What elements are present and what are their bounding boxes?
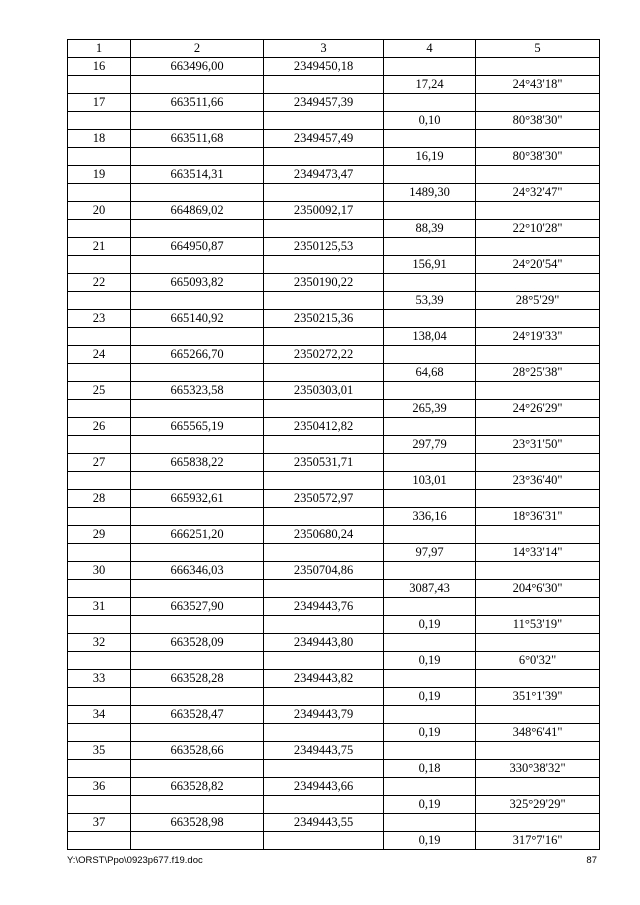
table-cell: 22°10'28" xyxy=(476,220,600,238)
table-row xyxy=(68,364,600,382)
table-row xyxy=(68,418,600,436)
table-cell: 26 xyxy=(68,418,131,436)
table-cell xyxy=(384,490,476,508)
table-cell xyxy=(131,76,264,94)
table-cell xyxy=(68,580,131,598)
table-cell: 24°20'54" xyxy=(476,256,600,274)
table-cell xyxy=(264,76,384,94)
table-cell xyxy=(384,346,476,364)
table-cell xyxy=(68,292,131,310)
coordinates-table xyxy=(67,39,600,850)
table-cell: 665140,92 xyxy=(131,310,264,328)
table-cell xyxy=(384,670,476,688)
table-cell xyxy=(384,274,476,292)
table-cell: 665093,82 xyxy=(131,274,264,292)
table-row xyxy=(68,454,600,472)
table-cell: 2349443,66 xyxy=(264,778,384,796)
table-cell: 25 xyxy=(68,382,131,400)
table-row xyxy=(68,706,600,724)
table-row xyxy=(68,742,600,760)
table-cell: 336,16 xyxy=(384,508,476,526)
table-cell: 53,39 xyxy=(384,292,476,310)
table-cell: 663496,00 xyxy=(131,58,264,76)
table-row xyxy=(68,58,600,76)
table-cell xyxy=(384,58,476,76)
table-cell xyxy=(68,436,131,454)
table-cell: 0,19 xyxy=(384,688,476,706)
header-cell: 1 xyxy=(68,40,131,58)
table-cell xyxy=(131,796,264,814)
table-cell: 23°36'40" xyxy=(476,472,600,490)
table-row xyxy=(68,436,600,454)
table-cell xyxy=(131,688,264,706)
table-cell: 33 xyxy=(68,670,131,688)
table-cell xyxy=(68,328,131,346)
table-cell xyxy=(264,112,384,130)
table-cell xyxy=(476,94,600,112)
header-cell: 5 xyxy=(476,40,600,58)
table-cell: 0,19 xyxy=(384,616,476,634)
table-cell xyxy=(68,832,131,850)
table-cell: 80°38'30" xyxy=(476,148,600,166)
table-cell: 663514,31 xyxy=(131,166,264,184)
table-cell xyxy=(68,652,131,670)
table-cell: 351°1'39" xyxy=(476,688,600,706)
table-cell: 666251,20 xyxy=(131,526,264,544)
table-cell xyxy=(131,616,264,634)
table-cell xyxy=(264,580,384,598)
table-cell xyxy=(131,364,264,382)
table-cell xyxy=(68,796,131,814)
table-cell: 325°29'29" xyxy=(476,796,600,814)
table-cell xyxy=(384,454,476,472)
table-cell xyxy=(131,256,264,274)
table-cell xyxy=(264,364,384,382)
table-cell xyxy=(68,760,131,778)
table-cell: 24°26'29" xyxy=(476,400,600,418)
table-cell xyxy=(264,652,384,670)
table-cell: 0,18 xyxy=(384,760,476,778)
table-cell xyxy=(68,148,131,166)
table-cell: 24 xyxy=(68,346,131,364)
table-cell: 31 xyxy=(68,598,131,616)
table-cell: 97,97 xyxy=(384,544,476,562)
table-row xyxy=(68,814,600,832)
table-cell: 23 xyxy=(68,310,131,328)
table-cell xyxy=(476,742,600,760)
table-cell: 663511,66 xyxy=(131,94,264,112)
table-cell: 0,19 xyxy=(384,652,476,670)
table-cell: 664869,02 xyxy=(131,202,264,220)
table-cell: 14°33'14" xyxy=(476,544,600,562)
table-cell: 22 xyxy=(68,274,131,292)
table-cell xyxy=(68,256,131,274)
table-cell xyxy=(384,526,476,544)
table-cell: 17 xyxy=(68,94,131,112)
table-row xyxy=(68,760,600,778)
table-cell: 2349443,82 xyxy=(264,670,384,688)
table-row xyxy=(68,238,600,256)
table-row xyxy=(68,184,600,202)
table-cell xyxy=(68,616,131,634)
table-cell: 663528,98 xyxy=(131,814,264,832)
table-cell: 2350215,36 xyxy=(264,310,384,328)
table-cell: 27 xyxy=(68,454,131,472)
table-cell xyxy=(264,436,384,454)
table-cell xyxy=(476,202,600,220)
table-cell xyxy=(68,544,131,562)
table-cell: 64,68 xyxy=(384,364,476,382)
table-row xyxy=(68,544,600,562)
table-cell: 24°43'18" xyxy=(476,76,600,94)
table-cell: 34 xyxy=(68,706,131,724)
table-row xyxy=(68,166,600,184)
table-cell xyxy=(264,400,384,418)
table-cell xyxy=(68,688,131,706)
table-cell: 37 xyxy=(68,814,131,832)
table-row xyxy=(68,778,600,796)
table-cell: 663511,68 xyxy=(131,130,264,148)
table-row xyxy=(68,508,600,526)
table-cell xyxy=(384,166,476,184)
table-cell xyxy=(476,382,600,400)
table-cell: 663528,28 xyxy=(131,670,264,688)
table-cell: 664950,87 xyxy=(131,238,264,256)
table-cell: 0,19 xyxy=(384,724,476,742)
table-cell xyxy=(476,562,600,580)
table-cell: 36 xyxy=(68,778,131,796)
table-cell: 17,24 xyxy=(384,76,476,94)
table-cell xyxy=(131,328,264,346)
table-cell: 2350531,71 xyxy=(264,454,384,472)
table-cell: 29 xyxy=(68,526,131,544)
table-cell xyxy=(131,580,264,598)
table-cell: 2350704,86 xyxy=(264,562,384,580)
table-row xyxy=(68,796,600,814)
table-cell: 2350190,22 xyxy=(264,274,384,292)
table-cell: 20 xyxy=(68,202,131,220)
table-row xyxy=(68,382,600,400)
table-cell: 2350125,53 xyxy=(264,238,384,256)
table-cell: 16,19 xyxy=(384,148,476,166)
table-cell xyxy=(264,148,384,166)
table-cell xyxy=(384,310,476,328)
table-cell xyxy=(131,724,264,742)
table-cell xyxy=(68,76,131,94)
table-cell xyxy=(131,184,264,202)
table-cell: 2349443,55 xyxy=(264,814,384,832)
table-cell xyxy=(384,598,476,616)
table-cell xyxy=(384,130,476,148)
table-cell xyxy=(131,508,264,526)
header-cell: 2 xyxy=(131,40,264,58)
table-cell xyxy=(476,238,600,256)
table-cell xyxy=(476,166,600,184)
table-cell: 2349457,49 xyxy=(264,130,384,148)
table-cell: 88,39 xyxy=(384,220,476,238)
table-cell xyxy=(131,760,264,778)
table-cell: 204°6'30" xyxy=(476,580,600,598)
table-row xyxy=(68,634,600,652)
table-cell: 11°53'19" xyxy=(476,616,600,634)
footer-page-number: 87 xyxy=(586,855,597,866)
table-cell: 2350272,22 xyxy=(264,346,384,364)
table-cell: 1489,30 xyxy=(384,184,476,202)
table-cell: 665565,19 xyxy=(131,418,264,436)
table-cell xyxy=(264,544,384,562)
table-cell: 80°38'30" xyxy=(476,112,600,130)
table-cell xyxy=(384,202,476,220)
table-cell xyxy=(264,688,384,706)
table-row xyxy=(68,310,600,328)
table-cell xyxy=(131,652,264,670)
table-row xyxy=(68,274,600,292)
table-cell xyxy=(264,508,384,526)
table-cell: 665932,61 xyxy=(131,490,264,508)
table-cell: 665323,58 xyxy=(131,382,264,400)
table-cell xyxy=(68,364,131,382)
table-cell: 6°0'32" xyxy=(476,652,600,670)
table-cell: 28°25'38" xyxy=(476,364,600,382)
table-cell: 297,79 xyxy=(384,436,476,454)
table-row xyxy=(68,598,600,616)
table-cell: 665266,70 xyxy=(131,346,264,364)
table-cell xyxy=(264,472,384,490)
table-row xyxy=(68,112,600,130)
table-row xyxy=(68,76,600,94)
table-row xyxy=(68,220,600,238)
table-cell xyxy=(264,220,384,238)
table-cell xyxy=(476,58,600,76)
table-cell: 138,04 xyxy=(384,328,476,346)
table-row xyxy=(68,724,600,742)
table-cell xyxy=(131,436,264,454)
table-cell xyxy=(476,814,600,832)
table-cell xyxy=(264,724,384,742)
table-cell xyxy=(264,616,384,634)
table-row xyxy=(68,94,600,112)
table-cell xyxy=(476,346,600,364)
table-cell: 18 xyxy=(68,130,131,148)
table-cell: 21 xyxy=(68,238,131,256)
table-cell: 156,91 xyxy=(384,256,476,274)
table-cell: 30 xyxy=(68,562,131,580)
table-cell: 2350412,82 xyxy=(264,418,384,436)
table-cell: 666346,03 xyxy=(131,562,264,580)
table-cell xyxy=(476,490,600,508)
table-cell xyxy=(68,184,131,202)
table-row xyxy=(68,616,600,634)
table-cell xyxy=(384,634,476,652)
table-row xyxy=(68,346,600,364)
table-row xyxy=(68,328,600,346)
table-cell xyxy=(384,814,476,832)
table-row xyxy=(68,688,600,706)
table-row xyxy=(68,148,600,166)
table-cell xyxy=(384,238,476,256)
table-cell xyxy=(131,220,264,238)
table-cell: 16 xyxy=(68,58,131,76)
table-cell xyxy=(68,472,131,490)
table-cell: 0,19 xyxy=(384,832,476,850)
table-cell: 2349457,39 xyxy=(264,94,384,112)
table-row xyxy=(68,832,600,850)
table-cell: 18°36'31" xyxy=(476,508,600,526)
table-cell: 663528,82 xyxy=(131,778,264,796)
table-row xyxy=(68,652,600,670)
header-cell: 3 xyxy=(264,40,384,58)
table-cell: 2349443,80 xyxy=(264,634,384,652)
table-cell xyxy=(384,742,476,760)
table-row xyxy=(68,490,600,508)
table-row xyxy=(68,400,600,418)
table-cell xyxy=(476,418,600,436)
table-cell xyxy=(384,706,476,724)
table-cell xyxy=(476,310,600,328)
table-cell xyxy=(68,220,131,238)
table-cell: 23°31'50" xyxy=(476,436,600,454)
table-cell xyxy=(476,706,600,724)
table-cell xyxy=(384,94,476,112)
table-row xyxy=(68,670,600,688)
table-cell xyxy=(384,778,476,796)
table-cell xyxy=(264,184,384,202)
table-cell: 2349443,76 xyxy=(264,598,384,616)
table-cell: 0,10 xyxy=(384,112,476,130)
table-cell: 663528,47 xyxy=(131,706,264,724)
table-cell: 35 xyxy=(68,742,131,760)
table-cell xyxy=(131,400,264,418)
table-row xyxy=(68,526,600,544)
table-row xyxy=(68,562,600,580)
table-row xyxy=(68,130,600,148)
table-row xyxy=(68,580,600,598)
header-cell: 4 xyxy=(384,40,476,58)
table-cell: 665838,22 xyxy=(131,454,264,472)
table-cell xyxy=(384,382,476,400)
table-cell xyxy=(476,598,600,616)
table-cell xyxy=(68,724,131,742)
table-cell xyxy=(68,508,131,526)
table-cell: 265,39 xyxy=(384,400,476,418)
table-cell: 2349443,79 xyxy=(264,706,384,724)
table-cell xyxy=(264,760,384,778)
table-cell xyxy=(476,274,600,292)
table-cell xyxy=(476,670,600,688)
table-cell xyxy=(264,256,384,274)
table-cell: 317°7'16" xyxy=(476,832,600,850)
table-cell xyxy=(264,292,384,310)
table-row xyxy=(68,256,600,274)
table-cell xyxy=(384,562,476,580)
table-cell xyxy=(264,796,384,814)
table-cell: 24°19'33" xyxy=(476,328,600,346)
table-cell xyxy=(131,148,264,166)
table-cell: 348°6'41" xyxy=(476,724,600,742)
table-cell xyxy=(476,778,600,796)
table-cell: 2350680,24 xyxy=(264,526,384,544)
table-cell: 2349450,18 xyxy=(264,58,384,76)
footer-file-path: Y:\ORST\Ppo\0923p677.f19.doc xyxy=(67,855,203,866)
table-cell xyxy=(476,130,600,148)
table-cell xyxy=(68,400,131,418)
table-cell: 19 xyxy=(68,166,131,184)
table-row xyxy=(68,472,600,490)
table-cell: 32 xyxy=(68,634,131,652)
table-cell xyxy=(384,418,476,436)
table-cell: 663527,90 xyxy=(131,598,264,616)
table-cell xyxy=(68,112,131,130)
table-cell xyxy=(131,544,264,562)
table-cell: 663528,09 xyxy=(131,634,264,652)
table-cell: 2350303,01 xyxy=(264,382,384,400)
table-cell: 28 xyxy=(68,490,131,508)
table-cell xyxy=(131,832,264,850)
table-cell xyxy=(476,454,600,472)
table-row xyxy=(68,202,600,220)
table-cell: 2350092,17 xyxy=(264,202,384,220)
table-cell xyxy=(131,112,264,130)
table-cell: 2349473,47 xyxy=(264,166,384,184)
table-cell: 24°32'47" xyxy=(476,184,600,202)
table-cell xyxy=(476,526,600,544)
table-cell: 0,19 xyxy=(384,796,476,814)
table-cell xyxy=(476,634,600,652)
table-cell xyxy=(131,472,264,490)
table-cell: 330°38'32" xyxy=(476,760,600,778)
table-cell: 2349443,75 xyxy=(264,742,384,760)
table-row xyxy=(68,292,600,310)
table-cell xyxy=(264,832,384,850)
table-cell: 663528,66 xyxy=(131,742,264,760)
table-cell: 103,01 xyxy=(384,472,476,490)
table-cell: 3087,43 xyxy=(384,580,476,598)
table-cell xyxy=(131,292,264,310)
table-header-row xyxy=(68,40,600,58)
table-body xyxy=(68,58,600,850)
table-cell: 2350572,97 xyxy=(264,490,384,508)
table-cell xyxy=(264,328,384,346)
table-cell: 28°5'29" xyxy=(476,292,600,310)
